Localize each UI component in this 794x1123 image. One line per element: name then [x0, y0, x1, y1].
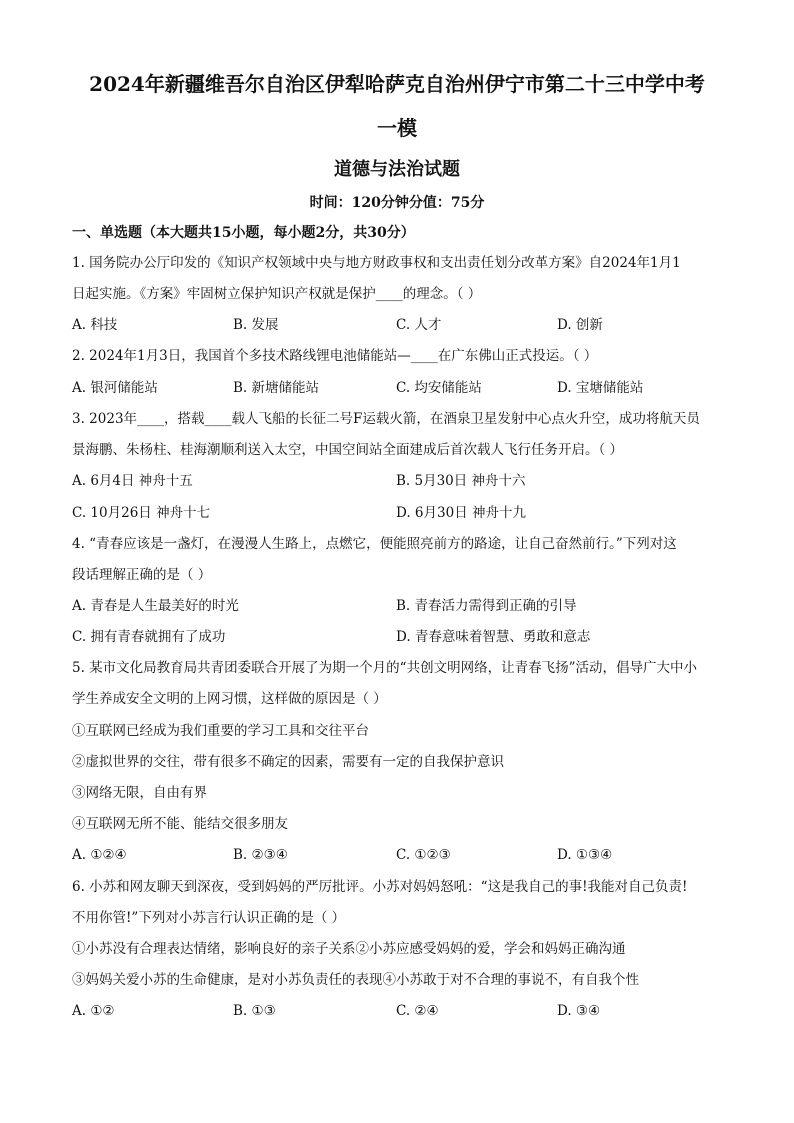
exam-meta: 时间：120分钟分值：75分	[309, 195, 485, 211]
q6-option-a: A. ①②	[72, 1003, 115, 1019]
q3-option-b: B. 5月30日 神舟十六	[396, 473, 526, 489]
q5-line2: 学生养成安全文明的上网习惯，这样做的原因是（ ）	[72, 691, 387, 707]
q5-option-b: B. ②③④	[233, 847, 288, 863]
q1-line1: 1. 国务院办公厅印发的《知识产权领域中央与地方财政事权和支出责任划分改革方案》自2024年1月1	[72, 255, 681, 271]
q5-statement-4: ④互联网无所不能、能结交很多朋友	[72, 816, 288, 832]
q1-option-b: B. 发展	[233, 317, 279, 333]
q6-option-b: B. ①③	[233, 1003, 276, 1019]
q6-option-c: C. ②④	[396, 1003, 439, 1019]
q2-option-d: D. 宝塘储能站	[557, 380, 644, 396]
q2-option-c: C. 均安储能站	[396, 380, 482, 396]
q6-statement-1-2: ①小苏没有合理表达情绪，影响良好的亲子关系②小苏应感受妈妈的爱，学会和妈妈正确沟通	[72, 941, 626, 957]
q5-option-d: D. ①③④	[557, 847, 613, 863]
q3-option-c: C. 10月26日 神舟十七	[72, 505, 211, 521]
q1-option-c: C. 人才	[396, 317, 442, 333]
q4-line1: 4. “青春应该是一盏灯，在漫漫人生路上，点燃它，便能照亮前方的路途，让自己奋然前行。”下列对这	[72, 536, 677, 552]
subject-title: 道德与法治试题	[334, 159, 460, 180]
section-heading: 一、单选题（本大题共15小题，每小题2分，共30分）	[72, 225, 415, 241]
q2-option-b: B. 新塘储能站	[233, 380, 320, 396]
exam-title-line2: 一模	[377, 116, 417, 140]
q5-option-a: A. ①②④	[72, 847, 127, 863]
exam-title-line1: 2024年新疆维吾尔自治区伊犁哈萨克自治州伊宁市第二十三中学中考	[89, 72, 705, 96]
q4-option-a: A. 青春是人生最美好的时光	[72, 598, 239, 614]
q4-option-d: D. 青春意味着智慧、勇敢和意志	[396, 629, 591, 645]
q4-option-c: C. 拥有青春就拥有了成功	[72, 629, 226, 645]
q2-line1: 2. 2024年1月3日，我国首个多技术路线锂电池储能站—____在广东佛山正式投运。（ ）	[72, 348, 598, 364]
q4-option-b: B. 青春活力需得到正确的引导	[396, 598, 577, 614]
q5-statement-2: ②虚拟世界的交往，带有很多不确定的因素，需要有一定的自我保护意识	[72, 754, 504, 770]
q1-option-a: A. 科技	[72, 317, 118, 333]
q6-line2: 不用你管!”下列对小苏言行认识正确的是（ ）	[72, 910, 346, 926]
q6-line1: 6. 小苏和网友聊天到深夜，受到妈妈的严厉批评。小苏对妈妈怒吼：“这是我自己的事!我能对自己负责!	[72, 879, 688, 895]
q3-option-a: A. 6月4日 神舟十五	[72, 473, 193, 489]
q5-statement-1: ①互联网已经成为我们重要的学习工具和交往平台	[72, 723, 369, 739]
q4-line2: 段话理解正确的是（ ）	[72, 567, 212, 583]
q3-option-d: D. 6月30日 神舟十九	[396, 505, 526, 521]
q5-line1: 5. 某市文化局教育局共青团委联合开展了为期一个月的“共创文明网络，让青春飞扬”活动，倡导广大中小	[72, 660, 697, 676]
q6-option-d: D. ③④	[557, 1003, 601, 1019]
q5-statement-3: ③网络无限，自由有界	[72, 785, 207, 801]
q2-option-a: A. 银河储能站	[72, 380, 158, 396]
q1-line2: 日起实施。《方案》牢固树立保护知识产权就是保护____的理念。（ ）	[72, 286, 482, 302]
q1-option-d: D. 创新	[557, 317, 603, 333]
q6-statement-3-4: ③妈妈关爱小苏的生命健康，是对小苏负责任的表现④小苏敢于对不合理的事说不，有自我个性	[72, 972, 639, 988]
q3-line2: 景海鹏、朱杨柱、桂海潮顺利送入太空，中国空间站全面建成后首次载人飞行任务开启。（ ）	[72, 442, 624, 458]
q3-line1: 3. 2023年____，搭载____载人飞船的长征二号F运载火箭，在酒泉卫星发射中心点火升空，成功将航天员	[72, 411, 700, 427]
q5-option-c: C. ①②③	[396, 847, 451, 863]
